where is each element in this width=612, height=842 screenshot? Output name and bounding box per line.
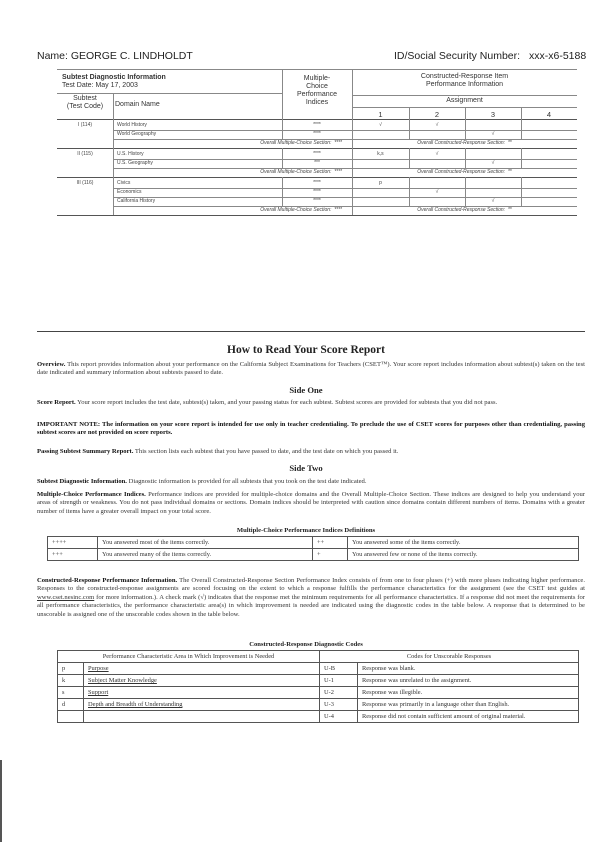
col-mc-4: Indices (305, 99, 329, 106)
cr-codes-table (57, 650, 579, 723)
assign-num-1: 1 (378, 110, 383, 119)
mc-def: You answered most of the items correctly. (98, 537, 313, 549)
domain-mc-index: **** (313, 151, 321, 157)
mc-def-row (48, 549, 579, 561)
domain-mc-index: **** (313, 180, 321, 186)
cr-code-row (58, 687, 579, 699)
diagnostic-table (57, 69, 577, 211)
cr-unscorable-code: U-4 (320, 711, 358, 723)
overall-cr-row: Overall Constructed-Response Section: ** (417, 207, 512, 213)
assign-num-4: 4 (546, 110, 552, 119)
mc-key: + (313, 549, 348, 561)
domain-name: World History (117, 122, 147, 128)
assignment-code-2: √ (435, 122, 439, 128)
assignment-code-2: √ (435, 151, 439, 157)
domain-mc-index: **** (313, 122, 321, 128)
col-subtest: Subtest (73, 95, 97, 102)
cr-area-name: Purpose (84, 663, 320, 675)
cr-unscorable-desc: Response was illegible. (358, 687, 579, 699)
domain-mc-index: *** (314, 160, 320, 166)
score-report-paragraph: Score Report. Your score report includes the test date, subtest(s) taken, and your passing status for each subtest. Subtest scores are provided for subtests that you did not pass. (37, 399, 498, 406)
cr-unscorable-desc: Response was primarily in a language other than English. (358, 699, 579, 711)
domain-name: Civics (117, 180, 131, 186)
cr-area-name: Depth and Breadth of Understanding (84, 699, 320, 711)
cr-area-name (84, 711, 320, 723)
diag-paragraph: Subtest Diagnostic Information. Diagnostic information is provided for all subtests that you took on the test date indicated. (37, 478, 367, 485)
cr-area-code (58, 711, 84, 723)
assign-num-3: 3 (490, 110, 496, 119)
cr-unscorable-desc: Response was blank. (358, 663, 579, 675)
domain-name: U.S. Geography (117, 160, 153, 166)
assignment-code-1: k,s (377, 151, 384, 157)
overview-paragraph: Overview. This report provides information about your performance on the California Subject Examinations for Teachers (CSET™). Your score report includes information about subtest(s) taken on the test date indicated and summary information about subtests passed to date. (37, 361, 586, 377)
cr-code-row (58, 711, 579, 723)
col-assignment: Assignment (446, 97, 483, 104)
overall-mc-row: Overall Multiple-Choice Section: **** (260, 207, 342, 213)
cr-unscorable-code: U-2 (320, 687, 358, 699)
assignment-code-3: √ (491, 160, 495, 166)
assignment-code-1: √ (379, 122, 382, 128)
domain-mc-index: **** (313, 189, 321, 195)
assignment-code-3: √ (491, 198, 495, 204)
col-cr-2: Performance Information (425, 81, 504, 88)
cr-area-code: s (58, 687, 84, 699)
subtest-code: I (114) (77, 122, 93, 128)
mc-def: You answered some of the items correctly. (348, 537, 579, 549)
cr-unscorable-desc: Response was unrelated to the assignment. (358, 675, 579, 687)
ssn-value: xxx-x6-5188 (529, 50, 587, 62)
mc-key: ++++ (48, 537, 98, 549)
mc-key: ++ (313, 537, 348, 549)
mc-paragraph: Multiple-Choice Performance Indices. Performance indices are provided for multiple-choice domains and the Overall Multiple-Choice Section. These indices are designed to help you understand your areas of strength or weakness. You do not pass individual domains or sections. Domain indices should be interpreted with caution since domains contain different numbers of items. Domains with a greater number of items have a greater overall impact on your total score. (37, 491, 586, 515)
cr-code-row (58, 699, 579, 711)
cr-header-areas: Performance Characteristic Area in Which Improvement is Needed (58, 651, 320, 663)
overall-mc-row: Overall Multiple-Choice Section: **** (260, 169, 342, 175)
scan-edge (0, 760, 2, 842)
subtest-code: II (115) (77, 151, 93, 157)
overall-mc-row: Overall Multiple-Choice Section: **** (260, 140, 342, 146)
col-mc-1: Multiple- (303, 75, 331, 82)
domain-mc-index: **** (313, 131, 321, 137)
ssn-label: ID/Social Security Number: (394, 50, 521, 62)
passing-paragraph: Passing Subtest Summary Report. This section lists each subtest that you have passed to date, and the test date on which you passed it. (37, 448, 399, 455)
diagnostic-title: Subtest Diagnostic Information (62, 74, 166, 81)
cr-area-name: Subject Matter Knowledge (84, 675, 320, 687)
cr-code-row (58, 663, 579, 675)
cr-code-row (58, 675, 579, 687)
mc-def: You answered few or none of the items correctly. (348, 549, 579, 561)
col-domain: Domain Name (115, 101, 160, 108)
domain-name: Economics (117, 189, 142, 195)
cr-header-unscorable: Codes for Unscorable Responses (320, 651, 579, 663)
cr-unscorable-code: U-3 (320, 699, 358, 711)
domain-mc-index: **** (313, 198, 321, 204)
col-mc-2: Choice (306, 83, 328, 90)
cr-area-name: Support (84, 687, 320, 699)
cr-area-code: k (58, 675, 84, 687)
mc-table-caption: Multiple-Choice Performance Indices Definitions (236, 527, 376, 534)
assign-num-2: 2 (434, 110, 440, 119)
assignment-code-3: √ (491, 131, 495, 137)
mc-key: +++ (48, 549, 98, 561)
cr-unscorable-code: U-1 (320, 675, 358, 687)
important-note: IMPORTANT NOTE: The information on your score report is intended for use only in teacher credentialing. To preclude the use of CSET scores for purposes other than credentialing, passing subtest scores are not provided on score reports. (37, 421, 585, 437)
cr-unscorable-desc: Response did not contain sufficient amount of original material. (358, 711, 579, 723)
mc-definitions-table (47, 536, 579, 561)
section-divider (37, 331, 585, 332)
cr-area-code: d (58, 699, 84, 711)
overall-cr-row: Overall Constructed-Response Section: ** (417, 140, 512, 146)
mc-def: You answered many of the items correctly. (98, 549, 313, 561)
candidate-name: Name: GEORGE C. LINDHOLDT (37, 50, 193, 62)
domain-name: California History (117, 198, 156, 204)
domain-name: World Geography (117, 131, 157, 137)
col-test-code: (Test Code) (66, 103, 104, 110)
test-date: Test Date: May 17, 2003 (62, 82, 138, 89)
overall-cr-row: Overall Constructed-Response Section: ** (417, 169, 512, 175)
assignment-code-1: p (379, 180, 382, 186)
cr-table-caption: Constructed-Response Diagnostic Codes (249, 641, 363, 648)
col-mc-3: Performance (296, 91, 338, 98)
domain-name: U.S. History (117, 151, 144, 157)
mc-def-row (48, 537, 579, 549)
side-one-heading: Side One (289, 385, 323, 395)
side-two-heading: Side Two (289, 463, 323, 473)
assignment-code-2: √ (435, 189, 439, 195)
cr-unscorable-code: U-B (320, 663, 358, 675)
cr-paragraph: Constructed-Response Performance Information. The Overall Constructed-Response Section Performance Index consists of from one to four pluses (+) with more pluses indicating higher performance. Responses to the constructed-response assignments are scored focusing on the extent to which a response fulfills the performance characteristics for the assignment (see the CSET test guides at www.cset.nesinc.com for more information.). A check mark (√) indicates that the response met the minimum requirements for all performance characteristics. If a response did not meet the requirements for all performance characteristics, the performance characteristic area(s) in which improvement is needed are indicated using the diagnostic codes in the table below. A response that is determined to be unscorable is assigned one of the unscorable codes shown in the table below. (37, 577, 585, 618)
guide-title: How to Read Your Score Report (227, 344, 385, 356)
cset-link[interactable]: www.cset.nesinc.com (37, 593, 95, 601)
cr-area-code: p (58, 663, 84, 675)
col-cr-1: Constructed-Response Item (420, 73, 509, 80)
subtest-code: III (116) (76, 180, 94, 186)
